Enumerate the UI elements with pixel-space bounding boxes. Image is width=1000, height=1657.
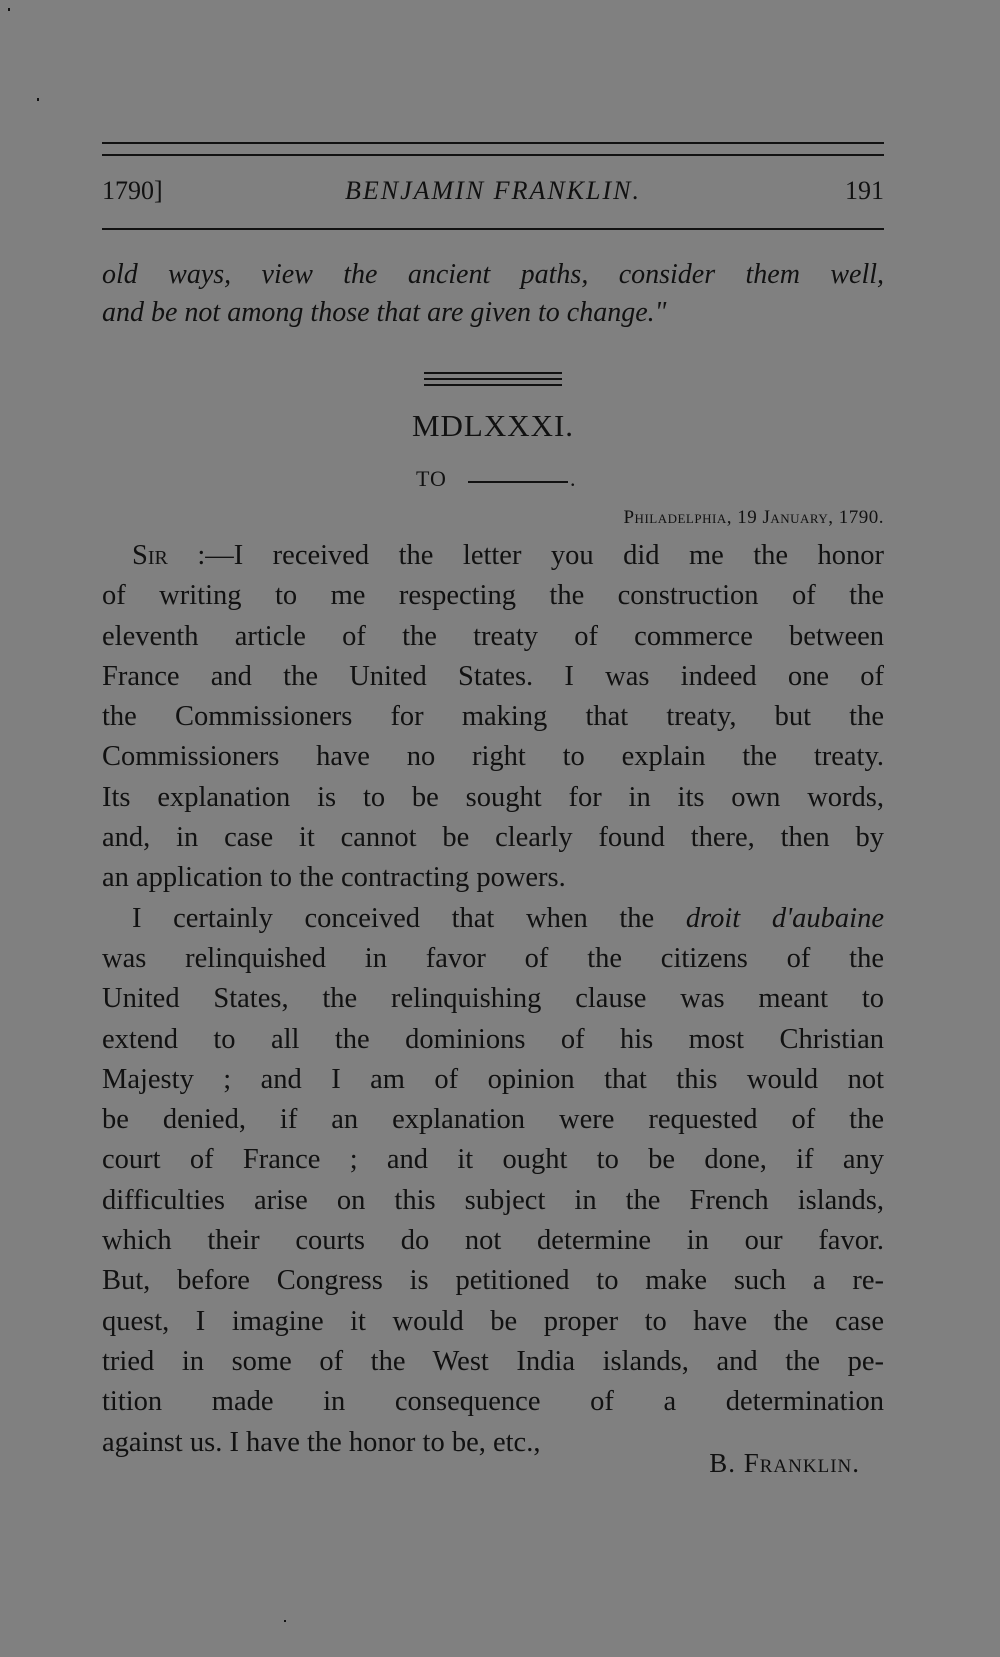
body-line: But, before Congress is petitioned to make such a re- — [102, 1265, 884, 1297]
body-line: against us. I have the honor to be, etc., — [102, 1426, 541, 1458]
header-top-rule-2 — [102, 154, 884, 156]
body-line: United States, the relinquishing clause was meant to — [102, 983, 884, 1015]
addressee-blank — [468, 481, 568, 483]
body-line: eleventh article of the treaty of commerce between — [102, 620, 884, 652]
body-line: Its explanation is to be sought for in its own words, — [102, 781, 884, 813]
header-year: 1790] — [102, 176, 163, 205]
addressee-label: TO — [416, 466, 447, 491]
body-line: be denied, if an explanation were requested of the — [102, 1104, 884, 1136]
body-line: and, in case it cannot be clearly found there, then by — [102, 822, 884, 854]
body-text: I certainly conceived that when the — [132, 902, 655, 934]
body-text: :—I received the letter you did me the honor — [197, 540, 884, 571]
page-number: 191 — [845, 176, 884, 205]
addressee-trailing: . — [570, 466, 576, 491]
dateline: Philadelphia, 19 January, 1790. — [623, 507, 884, 528]
salutation: Sir — [132, 540, 168, 571]
section-divider — [424, 372, 562, 374]
body-line: an application to the contracting powers. — [102, 862, 566, 894]
running-title: BENJAMIN FRANKLIN. — [345, 176, 641, 205]
body-line: which their courts do not determine in our favor. — [102, 1225, 884, 1257]
body-line: quest, I imagine it would be proper to have the case — [102, 1305, 884, 1337]
body-line: tition made in consequence of a determination — [102, 1386, 884, 1418]
section-divider-3 — [424, 384, 562, 386]
letter-body — [102, 536, 884, 1463]
body-line: tried in some of the West India islands, and the pe- — [102, 1345, 884, 1377]
scan-speck — [8, 8, 10, 11]
body-line: France and the United States. I was indeed one of — [102, 660, 884, 692]
running-header — [102, 176, 884, 216]
header-top-rule — [102, 142, 884, 144]
body-line: was relinquished in favor of the citizens of the — [102, 942, 884, 974]
body-line: of writing to me respecting the construction of the — [102, 580, 884, 612]
letter-number: MDLXXXI. — [411, 408, 575, 443]
quote-continuation — [102, 256, 884, 332]
scan-speck — [284, 1620, 286, 1622]
quote-line: and be not among those that are given to change." — [102, 297, 667, 328]
body-line: Commissioners have no right to explain the treaty. — [102, 741, 884, 773]
body-line: difficulties arise on this subject in the French islands, — [102, 1184, 884, 1216]
body-line — [102, 899, 884, 939]
header-bottom-rule — [102, 228, 884, 230]
scan-speck — [37, 98, 39, 101]
italic-phrase: droit d'aubaine — [685, 902, 884, 934]
body-line: the Commissioners for making that treaty, but the — [102, 701, 884, 733]
body-line: court of France ; and it ought to be done, if any — [102, 1144, 884, 1176]
signature: B. Franklin. — [709, 1448, 860, 1478]
book-page — [102, 0, 884, 1657]
body-line — [102, 536, 884, 576]
body-line: extend to all the dominions of his most Christian — [102, 1023, 884, 1055]
section-divider-2 — [424, 378, 562, 380]
quote-line: old ways, view the ancient paths, consider them well, — [102, 259, 884, 290]
body-line: Majesty ; and I am of opinion that this would not — [102, 1063, 884, 1095]
